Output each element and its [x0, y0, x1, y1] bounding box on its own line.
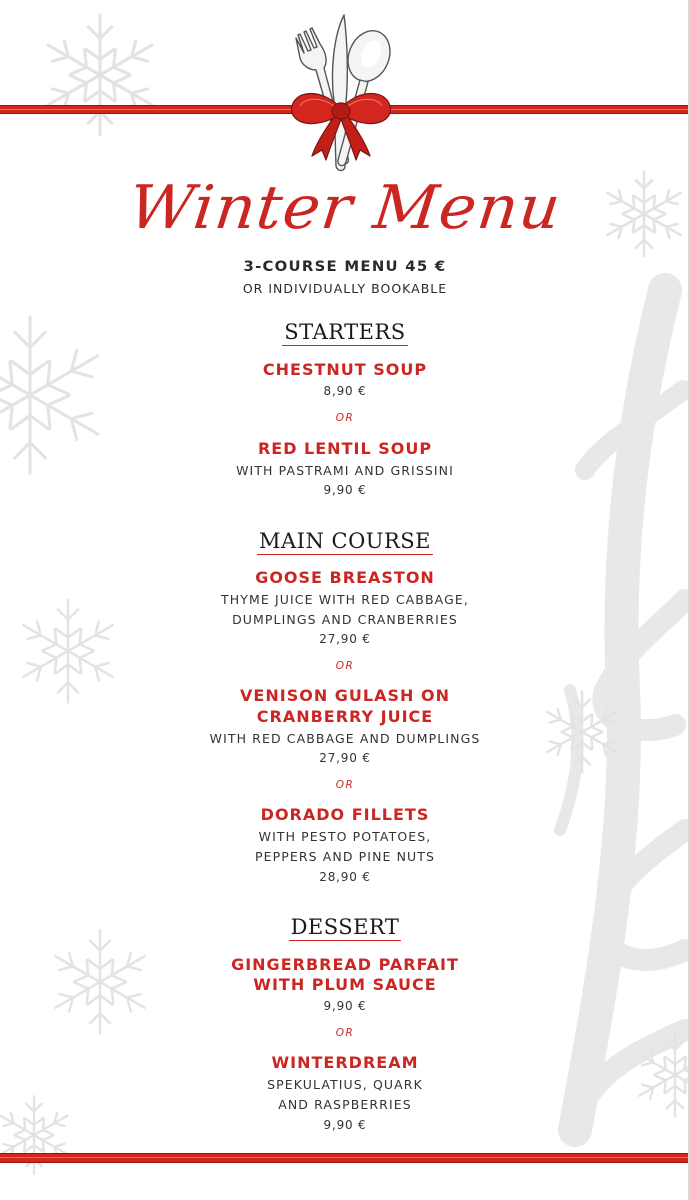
- dish-description: THYME JUICE WITH RED CABBAGE,: [221, 592, 469, 607]
- dish-description: PEPPERS AND PINE NUTS: [254, 849, 436, 864]
- dish-name: VENISON GULASH ON: [240, 686, 450, 705]
- dish-description: AND RASPBERRIES: [278, 1097, 412, 1112]
- or-separator: OR: [335, 660, 355, 672]
- or-separator: OR: [335, 779, 355, 791]
- dish-name: GINGERBREAD PARFAIT: [231, 955, 459, 974]
- dish-description: WITH RED CABBAGE AND DUMPLINGS: [209, 731, 481, 746]
- bottom-ribbon: [0, 1153, 690, 1163]
- dish-name: RED LENTIL SOUP: [257, 439, 433, 458]
- dish-description: DUMPLINGS AND CRANBERRIES: [232, 612, 458, 627]
- menu-note: OR INDIVIDUALLY BOOKABLE: [242, 281, 448, 296]
- section-heading-dessert: DESSERT: [290, 915, 400, 939]
- menu-title: Winter Menu: [125, 173, 565, 243]
- dish-price: 27,90 €: [319, 751, 371, 765]
- dish-description: WITH PESTO POTATOES,: [258, 829, 432, 844]
- or-separator: OR: [335, 412, 355, 424]
- cutlery-with-bow-icon: [282, 10, 400, 172]
- dish-price: 28,90 €: [319, 870, 371, 884]
- dish-name: CHESTNUT SOUP: [262, 360, 428, 379]
- or-separator: OR: [335, 1027, 355, 1039]
- dish-name: WINTERDREAM: [271, 1053, 419, 1072]
- section-heading-starters: STARTERS: [284, 320, 406, 344]
- dish-name: CRANBERRY JUICE: [256, 707, 434, 726]
- dish-name: WITH PLUM SAUCE: [253, 975, 437, 994]
- dish-price: 8,90 €: [323, 384, 367, 398]
- dish-description: WITH PASTRAMI AND GRISSINI: [236, 463, 454, 478]
- dish-price: 27,90 €: [319, 632, 371, 646]
- menu-price-line: 3-COURSE MENU 45 €: [243, 259, 447, 275]
- dish-name: DORADO FILLETS: [260, 805, 430, 824]
- dish-price: 9,90 €: [323, 483, 367, 497]
- dish-price: 9,90 €: [323, 999, 367, 1013]
- dish-name: GOOSE BREASTON: [255, 568, 435, 587]
- section-heading-main-course: MAIN COURSE: [258, 529, 432, 553]
- snowflake-icon: [35, 10, 165, 140]
- dish-description: SPEKULATIUS, QUARK: [267, 1077, 423, 1092]
- dish-price: 9,90 €: [323, 1118, 367, 1132]
